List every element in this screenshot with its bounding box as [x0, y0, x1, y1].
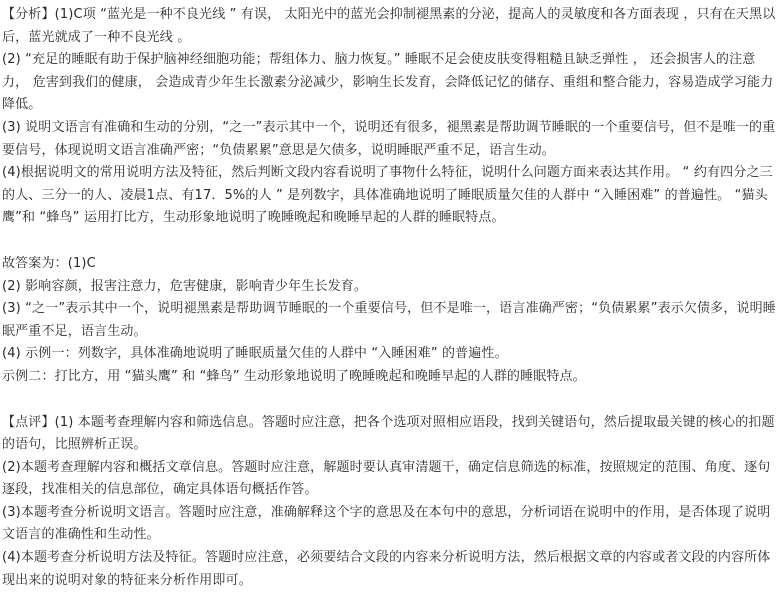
answer-item-4: (4) 示例一：列数字，具体准确地说明了睡眠质量欠佳的人群中 “入睡困难” 的普遍性。 [2, 346, 508, 362]
answer-section [2, 253, 776, 389]
answer-item-1: 故答案为：(1)C [2, 255, 96, 271]
analysis-item-1: 【分析】(1)C项 “蓝光是一种不良光线 ” 有误， 太阳光中的蓝光会抑制褪黑素的分泌，提高人的灵敏度和各方面表现 ，只有在天黑以后，蓝光就成了一种不良光线 。 [2, 7, 776, 45]
analysis-item-2: (2) “充足的睡眠有助于保护脑神经细胞功能；帮组体力、脑力恢复。” 睡眠不足会使皮肤变得粗糙且缺乏弹性 ， 还会损害人的注意力， 危害到我们的健康， 会造成青少年生长激素分泌减少，影响生长发育，会降低记忆的储存、重组和整合能力，容易造成学习能力降低。 [2, 52, 774, 113]
comment-section [2, 412, 776, 593]
comment-item-2: (2)本题考查理解内容和概括文章信息。答题时应注意，解题时要认真审清题干，确定信息筛选的标准，按照规定的范围、角度、逐句逐段，找准相关的信息部位，确定具体语句概括作答。 [2, 459, 771, 498]
section-spacer [2, 230, 776, 253]
comment-item-3: (3)本题考查分析说明文语言。答题时应注意，准确解释这个字的意思及在本句中的意思，分析词语在说明中的作用，是否体现了说明文语言的准确性和生动性。 [2, 504, 771, 543]
answer-item-3: (3) “之一”表示其中一个，说明褪黑素是帮助调节睡眠的一个重要信号，但不是唯一，语言准确严密；“负债累累”表示欠债多，说明睡眠严重不足，语言生动。 [2, 301, 776, 339]
answer-item-2: (2) 影响容颜，报害注意力，危害健康，影响青少年生长发育。 [2, 278, 368, 294]
analysis-item-3: (3) 说明文语言有准确和生动的分别，“之一”表示其中一个，说明还有很多，褪黑素是帮助调节睡眠的一个重要信号，但不是唯一的重要信号，体现说明文语言准确严密；“负债累累”意思是欠债多，说明睡眠严重不足，语言生动。 [2, 119, 776, 158]
analysis-item-4: (4)根据说明文的常用说明方法及特征，然后判断文段内容看说明了事物什么特征，说明什么问题方面来表达其作用。 “ 约有四分之三的人、三分一的人、凌晨1点、有17．5%的人 ” 是列数字，具体准确地说明了睡眠质量欠佳的人群中 “入睡困难” 的普遍性。 “猫头鹰”和 “蜂鸟” 运用打比方，生动形象地说明了晚睡晚起和晚睡早起的人群的睡眠特点。 [2, 165, 773, 226]
section-spacer [2, 389, 776, 412]
analysis-section [2, 4, 776, 230]
answer-item-5: 示例二：打比方，用 “猫头鹰” 和 “蜂鸟” 生动形象地说明了晚睡晚起和晚睡早起的人群的睡眠特点。 [2, 368, 586, 384]
comment-item-4: (4)本题考查分析说明方法及特征。答题时应注意，必须要结合文段的内容来分析说明方法，然后根据文章的内容或者文段的内容所体现出来的说明对象的特征来分析作用即可。 [2, 550, 771, 588]
comment-item-1: 【点评】(1) 本题考查理解内容和筛选信息。答题时应注意，把各个选项对照相应语段，找到关键语句，然后提取最关键的核心的扣题的语句，比照辨析正误。 [2, 414, 775, 453]
